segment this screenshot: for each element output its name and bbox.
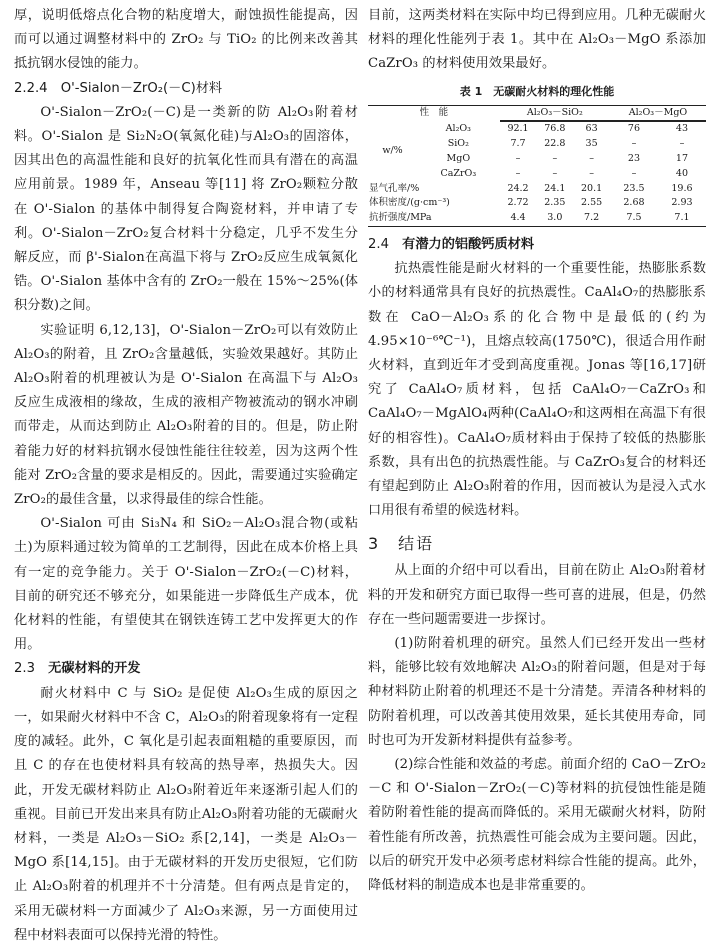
table-cell: 20.1	[581, 182, 603, 194]
paragraph: 厚，说明低熔点化合物的粘度增大，耐蚀损性能提高，因而可以通过调整材料中的 ZrO₂ 与 TiO₂ 的比例来改善其抵抗钢水侵蚀的能力。	[14, 8, 358, 72]
table-cell: –	[552, 153, 558, 164]
table-cell: 2.35	[544, 197, 566, 209]
table-row	[368, 196, 706, 211]
table-cell: –	[631, 138, 637, 150]
paragraph: 耐火材料中 C 与 SiO₂ 是促使 Al₂O₃生成的原因之一，如果耐火材料中不含 C，Al₂O₃的附着现象将有一定程度的减轻。此外，C 氧化是引起表面粗糙的重要原因，而且 C 的存在也使材料具有较高的热导率，热损失大。因此，开发无碳材料防止 Al₂O₃附着近年来逐渐引起人们的重视。目前已开发出来具有防止Al₂O₃附着功能的无碳耐火材料，一类是 Al₂O₃－SiO₂ 系[2,14]，一类是 Al₂O₃－MgO 系[14,15]。由于无碳材料的开发历史很短，它们防止 Al₂O₃附着的机理并不十分清楚。但有两点是肯定的，采用无碳材料一方面减少了 Al₂O₃来源，另一方面使用过程中材料表面可以保持光滑的特性。	[14, 685, 358, 943]
table-cell: 24.2	[507, 182, 529, 194]
paragraph: 抗热震性能是耐火材料的一个重要性能，热膨胀系数小的材料通常具有良好的抗热震性。CaAl₄O₇的热膨胀系数在 CaO－Al₂O₃系的化合物中是最低的(约为 4.95×10⁻⁶℃⁻¹)，且熔点较高(1750℃)，很适合用作耐火材料，直到近年才受到高度重视。Jonas 等[16,17]研究了 CaAl₄O₇质材料，包括 CaAl₄O₇－CaZrO₃和 CaAl₄O₇－MgAlO₄两种(CaAl₄O₇和这两相在高温下有很好的相容性)。CaAl₄O₇质材料由于保持了较低的热膨胀系数，具有出色的抗热震性能。与 CaZrO₃复合的材料还有望起到防止 Al₂O₃附着的作用，因而被认为是浸入式水口用很有希望的候选材料。	[368, 261, 706, 519]
table-cell: 35	[585, 138, 598, 150]
table-cell: 63	[585, 123, 598, 135]
table-cell: 23	[627, 153, 641, 164]
table-cell: 2.68	[623, 197, 645, 209]
table-cell: 7.5	[610, 211, 658, 226]
table-cell: 7.7	[510, 138, 526, 150]
table-cell: 40	[675, 167, 689, 179]
table-cell: –	[589, 167, 594, 179]
table-row	[368, 122, 706, 137]
paragraph: (1)防附着机理的研究。虽然人们已经开发出一些材料，能够比较有效地解决 Al₂O₃的附着问题，但是对于每种材料防止附着的机理还不是十分清楚。弄清各种材料的防附着机理，可以改善其使用效果，延长其使用寿命，同时也可为开发新材料提供有益参考。	[368, 636, 706, 748]
table-row-label: 抗折强度/MPa	[368, 211, 500, 226]
table-cell: 76	[627, 123, 641, 135]
table-row-label: CaZrO₃	[440, 167, 477, 179]
table-row-label: 体积密度/(g·cm⁻³)	[369, 197, 450, 209]
table-cell: 43	[675, 123, 689, 135]
table-row	[368, 152, 706, 167]
table-header-property: 性 能	[368, 105, 500, 122]
table-row	[368, 167, 706, 182]
paragraph: 实验证明 6,12,13]，O'-Sialon－ZrO₂可以有效防止 Al₂O₃的附着，且 ZrO₂含量越低，实验效果越好。其防止 Al₂O₃附着的机理被认为是 O'-Sialon 在高温下与 Al₂O₃反应生成液相的缘故，生成的液相产物被流动的钢水冲刷而带走，从而达到防止 Al₂O₃附着的目的。但是，防止附着能力好的材料抗钢水侵蚀性能往往较差，因为这两个性能对 ZrO₂含量的要求是相反的。因此，需要通过实验确定 ZrO₂的最佳含量，以求得最佳的综合性能。	[14, 322, 358, 508]
table-row	[368, 137, 706, 152]
table-row	[368, 182, 706, 197]
section-heading-2-2-4: 2.2.4 O'-Sialon－ZrO₂(－C)材料	[14, 80, 223, 96]
section-number: 2.4	[368, 236, 389, 252]
table-row	[368, 211, 706, 226]
paragraph: 从上面的介绍中可以看出，目前在防止 Al₂O₃附着材料的开发和研究方面已取得一些可喜的进展，但是，仍然存在一些问题需要进一步探讨。	[368, 563, 706, 627]
section-heading-3: 3 结语	[368, 534, 435, 554]
table-cell: 76.8	[544, 123, 566, 135]
table-cell: 17	[675, 153, 689, 164]
table-row-label: 显气孔率/%	[369, 182, 420, 194]
table-cell: –	[515, 153, 521, 164]
table-cell: 4.4	[500, 211, 537, 226]
table-row-label: Al₂O₃	[445, 123, 471, 135]
paragraph: O'-Sialon－ZrO₂(－C)是一类新的防 Al₂O₃附着材料。O'-Sialon 是 Si₂N₂O(氧氮化硅)与Al₂O₃的固溶体，因其出色的高温性能和良好的抗氧化性而具有潜在的高温应用前景。1989 年，Anseau 等[11] 将 ZrO₂颗粒分散在 O'-Sialon 的基体中制得复合陶瓷材料，并申请了专利。O'-Sialon－ZrO₂复合材料十分稳定，几乎不发生分解反应，而 β'-Sialon在高温下将与 ZrO₂反应生成氧氮化锆。O'-Sialon 基体中含有的 ZrO₂一般在 15%～25%(体积分数)之间。	[14, 104, 358, 314]
table-cell: 7.1	[658, 211, 706, 226]
table-cell: 24.1	[544, 182, 566, 194]
table-cell: 7.2	[573, 211, 610, 226]
table-row-label: SiO₂	[447, 138, 469, 150]
table-cell: –	[589, 153, 594, 164]
table-cell: –	[515, 167, 521, 179]
table-cell: 2.72	[507, 197, 529, 209]
table-row-label: MgO	[446, 153, 471, 164]
table-cell: –	[679, 138, 685, 150]
paragraph: O'-Sialon 可由 Si₃N₄ 和 SiO₂－Al₂O₃混合物(或粘土)为原料通过较为简单的工艺制得，因此在成本价格上具有一定的竞争能力。关于 O'-Sialon－ZrO₂(－C)材料，目前的研究还不够充分，如果能进一步降低生产成本，优化材料的性能，有望使其在钢铁连铸工艺中发挥更大的作用。	[14, 516, 358, 653]
table-cell: 92.1	[507, 123, 529, 135]
table-header-group-1: Al₂O₃－SiO₂	[500, 105, 610, 121]
section-number: 2.3	[14, 661, 35, 677]
table-header-group-2: Al₂O₃－MgO	[610, 105, 706, 121]
table-cell: –	[631, 167, 637, 179]
left-column	[14, 4, 358, 948]
table-cell: 2.93	[671, 197, 693, 209]
section-title: 有潜力的铝酸钙质材料	[402, 236, 535, 252]
properties-table	[368, 105, 706, 227]
paragraph: (2)综合性能和效益的考虑。前面介绍的 CaO－ZrO₂－C 和 O'-Sialon－ZrO₂(－C)等材料的抗侵蚀性能是随着防附着性能的提高而降低的。采用无碳耐火材料，防附着性能有所改善，抗热震性可能会成为主要问题。因此，以后的研究开发中必须考虑材料综合性能的提高。此外，降低材料的制造成本也是非常重要的。	[368, 757, 706, 894]
table-cell: 19.6	[671, 182, 693, 194]
table-unit-cell: w/%	[382, 145, 403, 157]
section-heading-2-4	[368, 233, 706, 257]
table-cell: 23.5	[623, 182, 645, 194]
table-cell: 3.0	[536, 211, 573, 226]
right-column	[368, 4, 706, 898]
section-title: 无碳材料的开发	[48, 661, 141, 677]
table-cell: –	[552, 167, 558, 179]
section-heading-2-3	[14, 657, 358, 681]
table-cell: 2.55	[581, 197, 603, 209]
paragraph: 目前，这两类材料在实际中均已得到应用。几种无碳耐火材料的理化性能列于表 1。其中在 Al₂O₃－MgO 系添加 CaZrO₃ 的材料使用效果最好。	[368, 8, 706, 72]
table-cell: 22.8	[544, 138, 566, 150]
table-caption: 表 1 无碳耐火材料的理化性能	[459, 84, 615, 98]
